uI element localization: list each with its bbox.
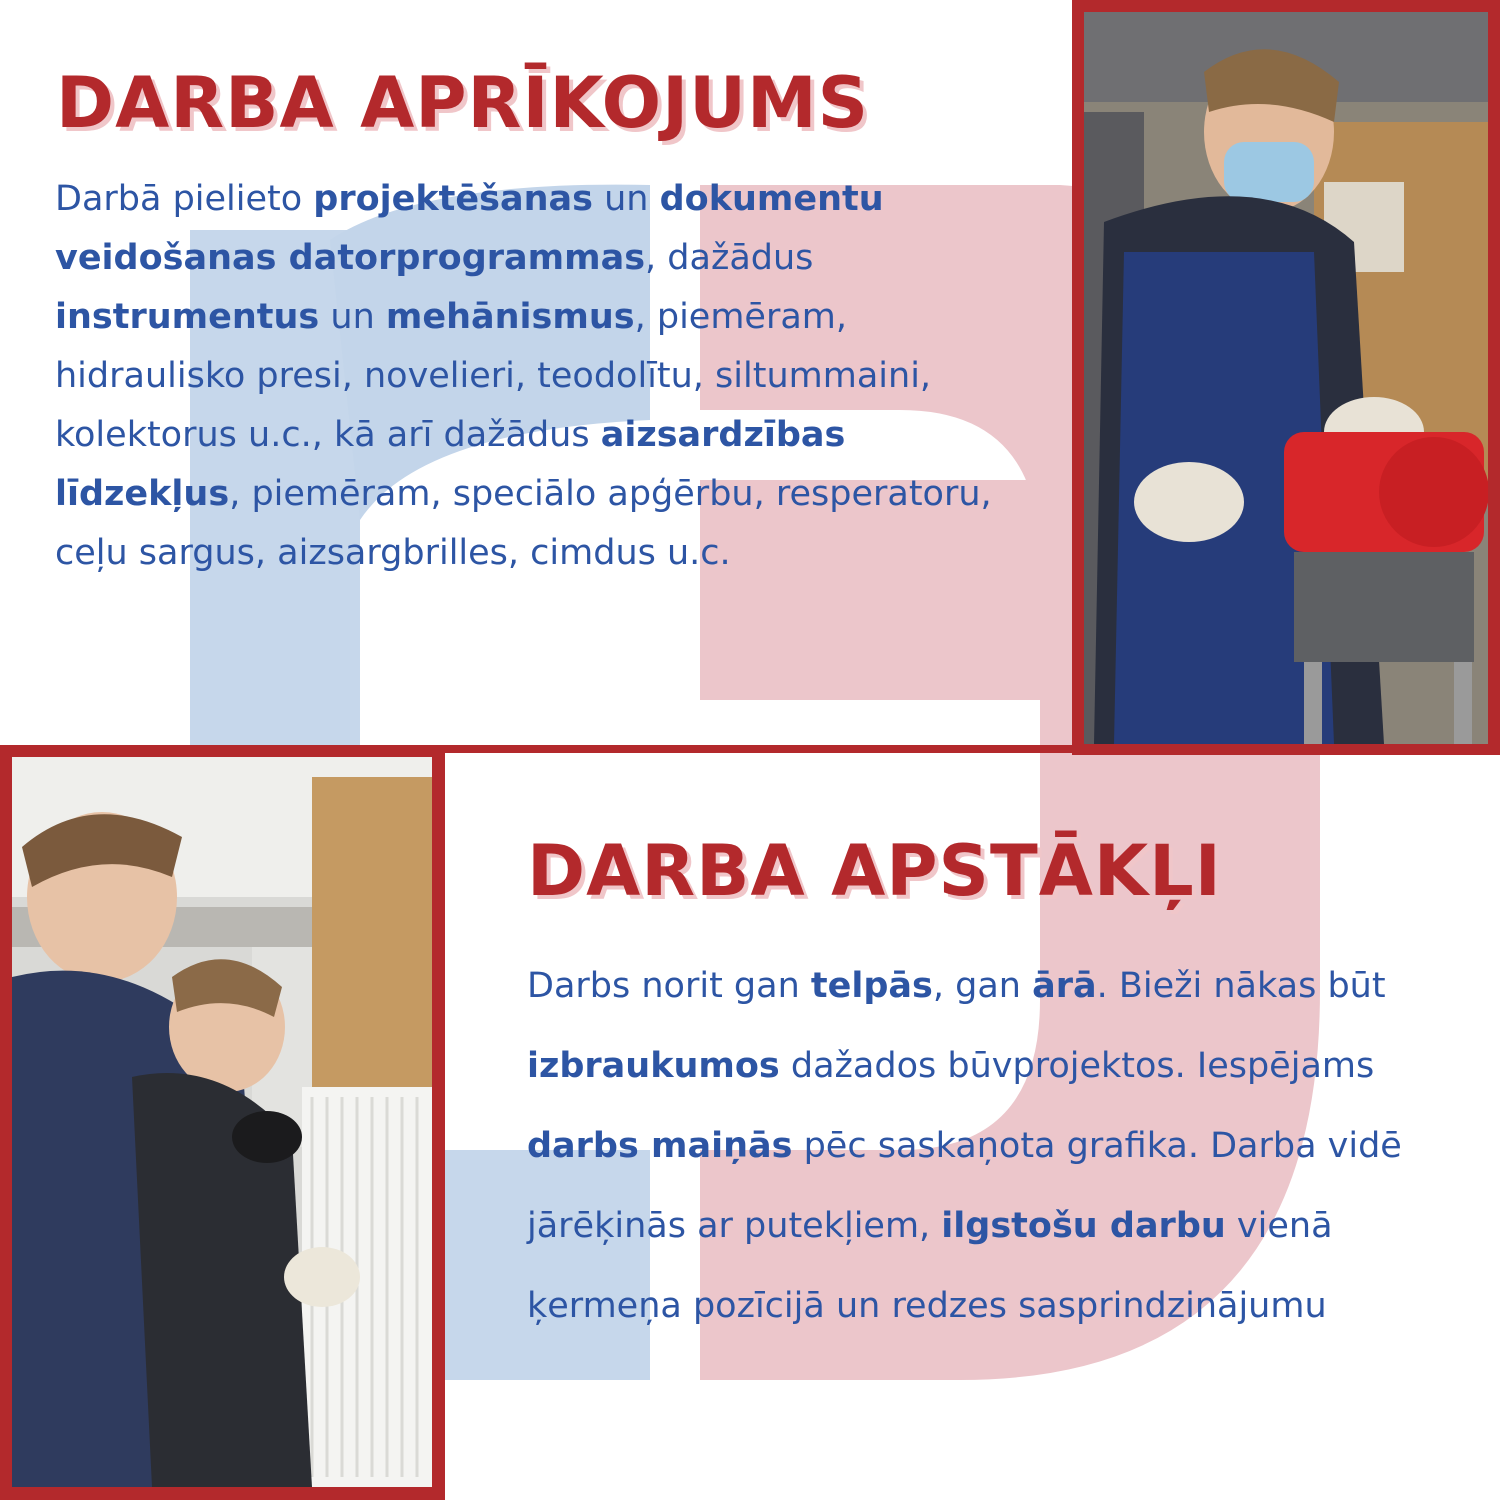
conditions-text bbox=[527, 946, 1477, 1346]
conditions-heading: DARBA APSTĀKĻI bbox=[527, 830, 1222, 912]
radiator-photo bbox=[12, 757, 432, 1487]
text-segment: pēc saskaņota grafika. Darba vidē jārēķinās ar putekļiem, bbox=[527, 1126, 1402, 1246]
bold-phrase: projektēšanas bbox=[313, 179, 593, 219]
bold-phrase: mehānismus bbox=[385, 297, 635, 337]
equipment-heading: DARBA APRĪKOJUMS bbox=[56, 62, 870, 144]
text-segment: dažados būvprojektos. Iespējams bbox=[779, 1046, 1375, 1086]
bold-phrase: instrumentus bbox=[55, 297, 320, 337]
bold-phrase: izbraukumos bbox=[527, 1046, 780, 1086]
bold-phrase: ilgstošu darbu bbox=[941, 1206, 1226, 1246]
text-segment: , dažādus bbox=[645, 238, 814, 278]
photo-frame-bottom bbox=[0, 745, 445, 1500]
bold-phrase: darbs maiņās bbox=[527, 1126, 793, 1166]
text-segment: Darbs norit gan bbox=[527, 966, 811, 1006]
photo-frame-top bbox=[1072, 0, 1500, 755]
bold-phrase: aizsardzības līdzekļus bbox=[55, 415, 846, 514]
bold-phrase: telpās bbox=[810, 966, 933, 1006]
workshop-photo bbox=[1084, 12, 1488, 744]
text-segment: un bbox=[592, 179, 660, 219]
text-segment: , piemēram, hidraulisko presi, novelieri, teodolītu, siltummaini, kolektorus u.c., kā arī dažādus bbox=[55, 297, 932, 455]
text-segment: Darbā pielieto bbox=[55, 179, 314, 219]
text-segment: . Bieži nākas būt bbox=[1096, 966, 1386, 1006]
equipment-text bbox=[55, 170, 1015, 583]
text-segment: vienā ķermeņa pozīcijā un redzes sasprindzinājumu bbox=[527, 1206, 1333, 1326]
text-segment: , piemēram, speciālo apģērbu, resperatoru, ceļu sargus, aizsargbrilles, cimdus u.c. bbox=[55, 474, 992, 573]
text-segment: un bbox=[319, 297, 386, 337]
bold-phrase: dokumentu veidošanas datorprogrammas bbox=[55, 179, 884, 278]
text-segment: , gan bbox=[932, 966, 1033, 1006]
bold-phrase: ārā bbox=[1032, 966, 1097, 1006]
